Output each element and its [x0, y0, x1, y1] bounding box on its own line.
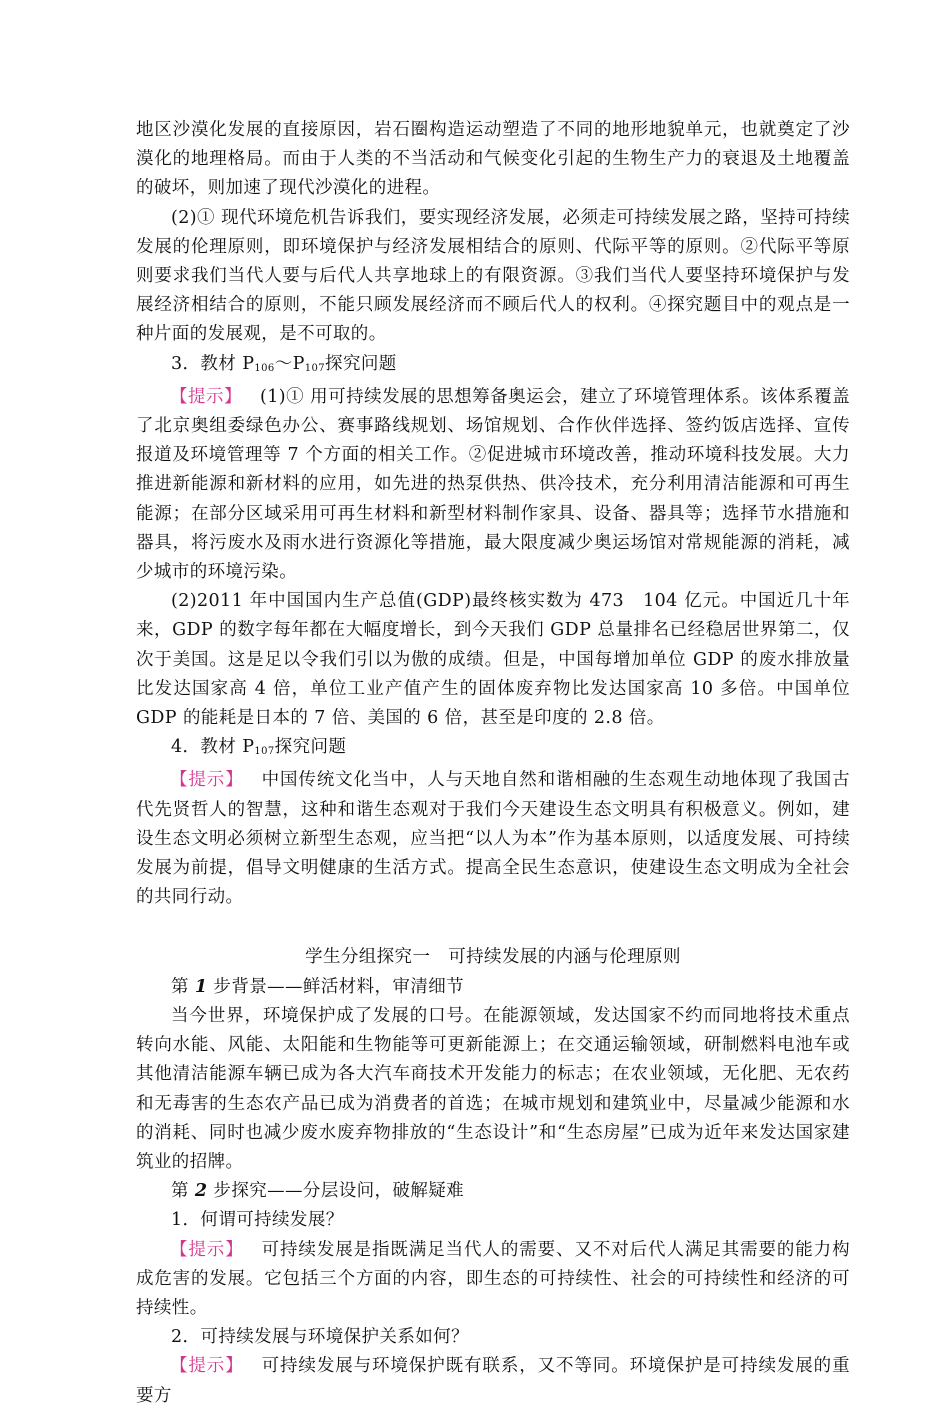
paragraph-environment-crisis: (2)① 现代环境危机告诉我们，要实现经济发展，必须走可持续发展之路，坚持可持续发展的伦理原则，即环境保护与经济发展相结合的原则、代际平等的原则。②代际平等原则要求我们当代人要与后代人共享地球上的有限资源。③我们当代人要坚持环境保护与发展经济相结合的原则，不能只顾发展经济而不顾后代人的权利。④探究题目中的观点是一种片面的发展观，是不可取的。	[136, 207, 850, 345]
item-4-heading: 4．教材 $P_{107}$探究问题	[171, 737, 347, 758]
section-title: 学生分组探究一 可持续发展的内涵与伦理原则	[305, 947, 681, 968]
question-1: 1．何谓可持续发展？	[171, 1210, 344, 1231]
tip-traditional-culture	[136, 766, 850, 912]
paragraph-background: 当今世界，环境保护成了发展的口号。在能源领域，发达国家不约而同地将技术重点转向水能、风能、太阳能和生物能等可更新能源上；在交通运输领域，研制燃料电池车或其他清洁能源车辆已成为各大汽车商技术开发能力的标志；在农业领域，无化肥、无农药和无毒害的生态农产品已成为消费者的首选；在城市规划和建筑业中，尽量减少能源和水的消耗、同时也减少废水废弃物排放的“生态设计”和“生态房屋”已成为近年来发达国家建筑业的招牌。	[136, 1005, 850, 1172]
tip-label: 【提示】	[170, 770, 244, 791]
paragraph-desertification: 地区沙漠化发展的直接原因，岩石圈构造运动塑造了不同的地形地貌单元，也就奠定了沙漠化的地理格局。而由于人类的不当活动和气候变化引起的生物生产力的衰退及土地覆盖的破坏，则加速了现代沙漠化的进程。	[136, 120, 850, 199]
step-1-heading: 第 1 步背景——鲜活材料，审清细节	[171, 976, 465, 997]
tip-olympics	[136, 383, 850, 587]
step-2-heading: 第 2 步探究——分层设问，破解疑难	[171, 1181, 465, 1202]
item-3-heading: 3．教材 $P_{106}\sim P_{107}$探究问题	[171, 353, 397, 374]
tip-traditional-culture-text: 中国传统文化当中，人与天地自然和谐相融的生态观生动地体现了我国古代先贤哲人的智慧，这种和谐生态观对于我们今天建设生态文明具有积极意义。例如，建设生态文明必须树立新型生态观，应当把“以人为本”作为基本原则，以适度发展、可持续发展为前提，倡导文明健康的生活方式。提高全民生态意识，使建设生态文明成为全社会的共同行动。	[136, 770, 850, 908]
question-2: 2．可持续发展与环境保护关系如何？	[171, 1327, 469, 1348]
tip-label: 【提示】	[170, 1356, 244, 1377]
paragraph-gdp: (2)2011 年中国国内生产总值(GDP)最终核实数为 473 104 亿元。中国近几十年来，GDP 的数字每年都在大幅度增长，到今天我们 GDP 总量排名已经稳居世界第二，仅次于美国。这是足以令我们引以为傲的成绩。但是，中国每增加单位 GDP 的废水排放量比发达国家高 4 倍，单位工业产值产生的固体废弃物比发达国家高 10 多倍。中国单位 GDP 的能耗是日本的 7 倍、美国的 6 倍，甚至是印度的 2.8 倍。	[136, 591, 850, 729]
tip-label: 【提示】	[170, 386, 242, 407]
tip-label: 【提示】	[170, 1239, 244, 1260]
tip-olympics-text: (1)① 用可持续发展的思想筹备奥运会，建立了环境管理体系。该体系覆盖了北京奥组委绿色办公、赛事路线规划、场馆规划、合作伙伴选择、签约饭店选择、宣传报道及环境管理等 7 个方面的相关工作。②促进城市环境改善，推动环境科技发展。大力推进新能源和新材料的应用，如先进的热泵供热、供冷技术，充分利用清洁能源和可再生能源；在部分区域采用可再生材料和新型材料制作家具、设备、器具等；选择节水措施和器具，将污废水及雨水进行资源化等措施，最大限度减少奥运场馆对常规能源的消耗，减少城市的环境污染。	[136, 386, 850, 583]
document-page	[136, 116, 850, 1411]
tip-answer-2	[136, 1352, 850, 1410]
answer-1-text: 可持续发展是指既满足当代人的需要、又不对后代人满足其需要的能力构成危害的发展。它包括三个方面的内容，即生态的可持续性、社会的可持续性和经济的可持续性。	[136, 1239, 850, 1318]
tip-answer-1	[136, 1236, 850, 1324]
answer-2-text: 可持续发展与环境保护既有联系，又不等同。环境保护是可持续发展的重要方	[136, 1356, 850, 1406]
